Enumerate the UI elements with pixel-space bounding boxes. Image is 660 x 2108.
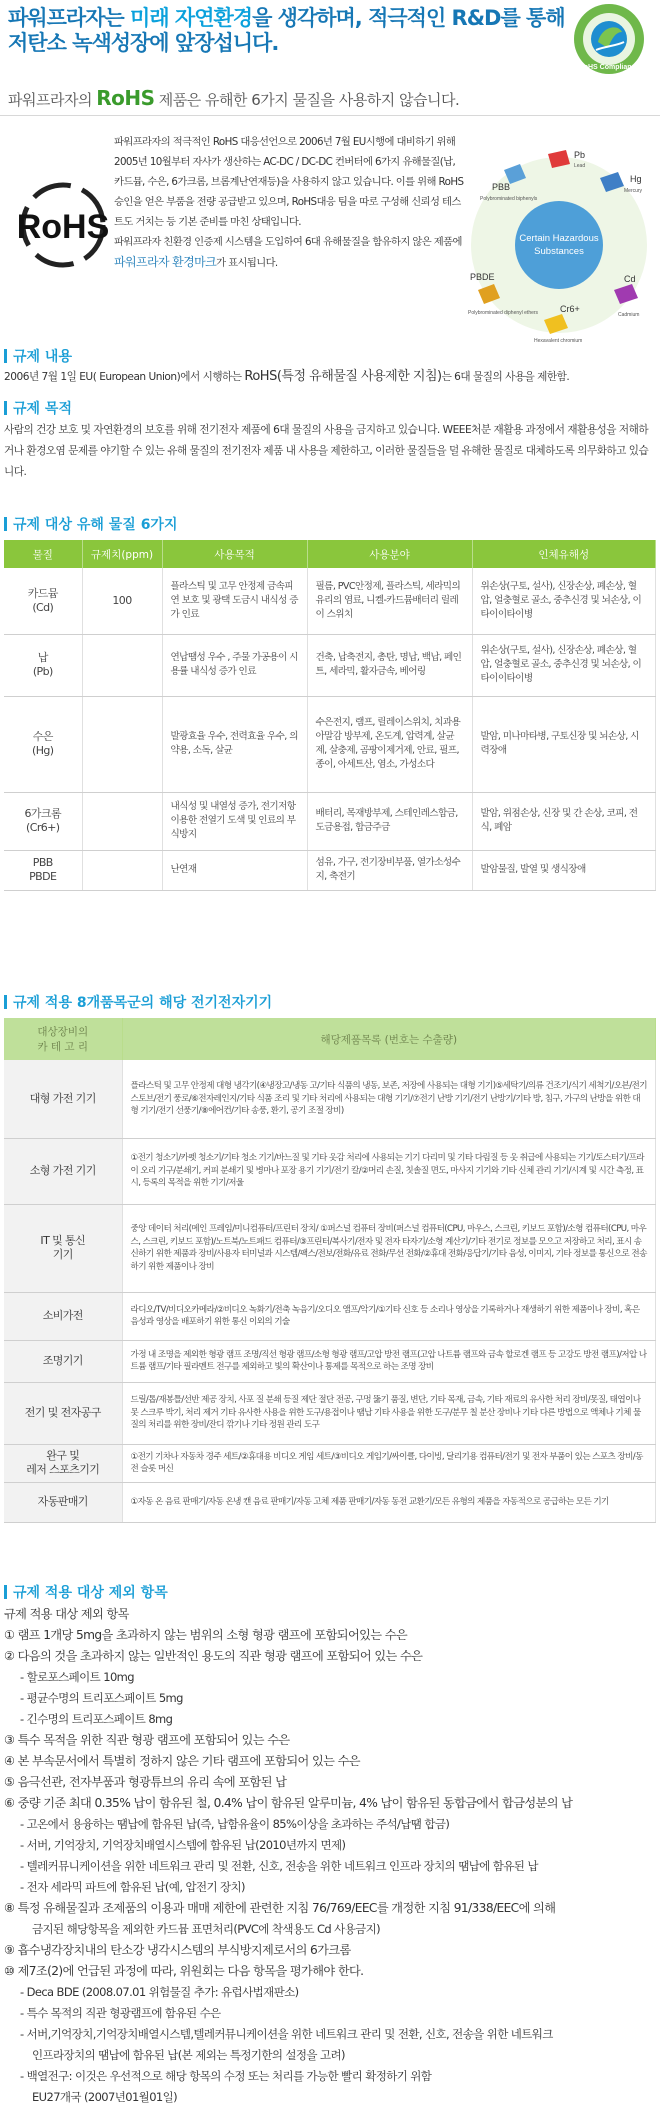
product-list-cell: 드릴/톱/재봉틀/선반 제공 장치, 사포 질 분쇄 등질 제단 절단 전공, 구멍 뚫기 품질, 변단, 기타 목재, 금속, 기타 재료의 유사한 처리 장비/못질, 태엽이나 못 스크루 박기, 처리 제거 기타 유사한 사용을 위한 도구/용접이나 땜납 기타 사용을 위한 도구/분무 칠 분산 장비나 기타 다른 방법으로 액체나 기체 물질의 처리를 위한 장비/잔디 깎기나 기타 정원 관리 도구 [122, 1382, 656, 1444]
table-row [4, 1382, 656, 1444]
diagram-cr-sub: Hexavalent chromium [534, 338, 583, 344]
exemption-item: 인프라장치의 땜납에 함유된 납(본 제외는 특정기한의 설정을 고려) [32, 2048, 345, 2062]
exemption-item: EU27개국 (2007년01월01일) [32, 2090, 178, 2104]
section-title-substances [4, 514, 177, 534]
rohs-compliance-badge-icon [572, 2, 646, 76]
substance-cell: 수은 (Hg) [4, 696, 82, 792]
exemption-item: - Deca BDE (2008.07.01 위험물질 추가: 유럽사법재판소) [20, 1985, 299, 1999]
purpose-text: 사람의 건강 보호 및 자연환경의 보호를 위해 전기전자 제품에 6대 물질의 사용을 금지하고 있습니다. WEEE처분 재활용 과정에서 재활용성을 저해하거나 환경오염 문제를 야기할 수 있는 유해 물질의 전기전자 제품 내 사용을 제한하고, 이러한 물질들을 덜 유해한 물질로 대체하도록 의무화하고 있습니다. [4, 424, 649, 478]
column-header: 물질 [4, 540, 82, 568]
health-hazard-cell: 위손상(구토, 설사), 신장손상, 폐손상, 혈압, 얼충혈로 골소, 중추신경 및 뇌손상, 이타이이타이병 [472, 634, 656, 696]
exemption-list [4, 1604, 656, 2108]
rohs-text: 제품은 유해한 6가지 물질을 사용하지 않습니다. [154, 91, 460, 109]
usage-field-cell: 건축, 납축전지, 총탄, 명납, 백납, 페인트, 세라믹, 활자금속, 베어링 [307, 634, 472, 696]
section-title-text: 규제 대상 유해 물질 6가지 [13, 517, 178, 533]
exemption-item: ⑨ 흡수냉각장치내의 탄소강 냉각시스템의 부식방지제로서의 6가크롬 [4, 1943, 351, 1957]
exemption-item: - 고온에서 용융하는 땜납에 함유된 납(즉, 납함유율이 85%이상을 초과하는 주석/납땜 합금) [20, 1817, 450, 1831]
diagram-cr: Cr6+ [560, 304, 580, 314]
exemption-item: - 전자 세라믹 파트에 함유된 납(예, 압전기 장치) [20, 1880, 245, 1894]
intro-text-part: 가 표시됩니다. [216, 257, 278, 269]
exemption-item: - 특수 목적의 직관 형광램프에 함유된 수은 [20, 2006, 221, 2020]
hero-heading [8, 6, 568, 56]
rohs-subtitle [8, 86, 459, 110]
diagram-hg-sub: Mercury [624, 188, 643, 194]
section-title-purpose [4, 398, 72, 418]
purpose-cell: 플라스틱 및 고무 안정제 금속피연 보호 및 광택 도금시 내식성 증가 인료 [162, 568, 307, 634]
exemption-item: 금지된 해당항목을 제외한 카드뮴 표면처리(PVC에 착색용도 Cd 사용금지) [32, 1922, 381, 1936]
product-list-cell: 중앙 데이터 처리(메인 프레임/미니컴퓨터/프린터 장치/ ①퍼스널 컴퓨터 장비(퍼스널 컴퓨터(CPU, 마우스, 스크린, 키보드 포함)/소형 컴퓨터(CPU, 마우스, 스크린, 키보드 포함)/노트북/노트패드 컴퓨터/③프린터/복사기/전자 및 전자 타자기/소형 계산기/기타 전기로 정보를 모으고 저장하고 처리, 표시 송신하기 위한 제품과 장비/사용자 터미널과 시스템/팩스/전보/전화/유료 전화/무선 전화/②휴대 전화/응답기/기타 음성, 이미지, 기타 정보를 통신으로 전송하기 위한 제품이나 장비 [122, 1204, 656, 1292]
product-list-cell: 가정 내 조명을 제외한 형광 램프 조명/직선 형광 램프/소형 형광 램프/고압 방전 램프(고압 나트륨 램프와 금속 할로겐 램프 등 고강도 방전 램프)/저압 나트륨 램프/기타 필라멘트 전구를 제외하고 빛의 확산이나 통제를 목적으로 하는 조명 장비 [122, 1340, 656, 1382]
substances-table [4, 540, 656, 891]
purpose-cell: 발광효율 우수, 전력효율 우수, 의약용, 소독, 살균 [162, 696, 307, 792]
title-bar-icon [4, 349, 7, 363]
substance-cell: PBB PBDE [4, 850, 82, 890]
column-header: 사용분야 [307, 540, 472, 568]
diagram-center-line-2: Substances [534, 246, 584, 257]
intro-text-part: 파워프라자 친환경 인증제 시스템을 도입하여 6대 유해물질을 함유하지 않은 제품에 [114, 236, 462, 248]
diagram-pb-sub: Lead [574, 163, 586, 169]
substance-cell: 6가크롬 (Cr6+) [4, 792, 82, 850]
badge-caption: RoHS Compliance [578, 64, 640, 71]
column-header: 대상장비의 카 테 고 리 [4, 1018, 122, 1060]
table-header-row [4, 1018, 656, 1060]
category-cell: 자동판매기 [4, 1482, 122, 1522]
category-cell: 소비가전 [4, 1292, 122, 1340]
device-categories-table [4, 1018, 656, 1523]
exemption-item: - 서버,기억장치,기억장치배열시스템,텔레커뮤니케이션을 위한 네트워크 관리 및 전환, 신호, 전송을 위한 네트워크 [20, 2027, 553, 2041]
exemption-item: ⑥ 중량 기준 최대 0.35% 납이 함유된 철, 0.4% 납이 함유된 알루미늄, 4% 납이 함유된 동합금에서 합금성분의 납 [4, 1796, 573, 1810]
intro-text [114, 132, 464, 273]
diagram-hg: Hg [630, 174, 642, 184]
table-row [4, 568, 656, 634]
exemption-item: - 평균수명의 트리포스페이트 5mg [20, 1691, 183, 1705]
table-row [4, 850, 656, 890]
table-row [4, 1482, 656, 1522]
health-hazard-cell: 발암물질, 발열 및 생식장애 [472, 850, 656, 890]
hero-text: 을 생각하며, 적극적인 R&D를 통해 [252, 6, 565, 30]
column-header: 규제치(ppm) [82, 540, 162, 568]
exemption-item: ⑧ 특정 유해물질과 조제품의 이용과 매매 제한에 관련한 지침 76/769/EEC를 개정한 지침 91/338/EEC에 의해 [4, 1901, 556, 1915]
exemption-item: ③ 특수 목적을 위한 직관 형광 램프에 포함되어 있는 수은 [4, 1733, 290, 1747]
exemption-item: - 할로포스페이트 10mg [20, 1670, 134, 1684]
substance-cell: 납 (Pb) [4, 634, 82, 696]
exemption-item: ④ 본 부속문서에서 특별히 정하지 않은 기타 램프에 포함되어 있는 수은 [4, 1754, 360, 1768]
column-header: 사용목적 [162, 540, 307, 568]
intro-paragraph-2 [114, 232, 464, 273]
intro-paragraph-1: 파워프라자의 적극적인 RoHS 대응선언으로 2006년 7월 EU시행에 대비하기 위해 2005년 10월부터 자사가 생산하는 AC-DC / DC-DC 컨버터에 6가지 유해물질(납, 카드뮴, 수은, 6가크롬, 브롬계난연재등)을 사용하지 않고 있습니다. 이를 위해 RoHS승인을 얻은 부품을 전량 공급받고 있으며, RoHS대응 팀을 따로 구성해 신뢰성 테스트도 거치는 등 기본 준비를 마친 상태입니다. [114, 136, 464, 228]
rohs-logo-text: RoHS [16, 208, 110, 246]
diagram-pbde-sub: Polybrominated diphenyl ethers [468, 310, 539, 316]
divider [0, 115, 660, 116]
purpose-cell: 내식성 및 내열성 증가, 전기저항 이용한 전열기 도색 및 인료의 부식방지 [162, 792, 307, 850]
exemption-item: - 텔레커뮤니케이션을 위한 네트워크 관리 및 전환, 신호, 전송을 위한 네트워크 인프라 장치의 땜납에 함유된 납 [20, 1859, 538, 1873]
category-cell: 조명기기 [4, 1340, 122, 1382]
limit-ppm-cell [82, 792, 162, 850]
table-row [4, 792, 656, 850]
column-header: 해당제품목록 (번호는 수출량) [122, 1018, 656, 1060]
hero-highlight: 미래 자연환경 [130, 6, 253, 30]
rohs-text: 파워프라자의 [8, 91, 97, 109]
product-list-cell: ①자동 온 음료 판매기/자동 온냉 캔 음료 판매기/자동 고체 제품 판매기/자동 동전 교환기/모든 유형의 제품을 자동적으로 공급하는 모든 기기 [122, 1482, 656, 1522]
category-cell: 완구 및 레저 스포츠기기 [4, 1444, 122, 1482]
title-bar-icon [4, 1585, 7, 1599]
exemption-item: ② 다음의 것을 초과하지 않는 일반적인 용도의 직관 형광 램프에 포함되어 있는 수은 [4, 1649, 423, 1663]
section-title-text: 규제 목적 [13, 401, 72, 417]
hero-line-2: 저탄소 녹색성장에 앞장섭니다. [8, 31, 279, 55]
product-list-cell: ①전기 기차나 자동차 경주 세트/②휴대용 비디오 게임 세트/③비디오 게임기/싸이클, 다이빙, 달리기용 컴퓨터/전기 및 전자 부품이 있는 스포츠 장비/동전 슬롯 머신 [122, 1444, 656, 1482]
table-header-row [4, 540, 656, 568]
diagram-pb: Pb [574, 150, 586, 160]
table-row [4, 1444, 656, 1482]
health-hazard-cell: 발암, 위점손상, 신장 및 간 손상, 코피, 전식, 폐암 [472, 792, 656, 850]
table-row [4, 1292, 656, 1340]
regulation-text-part: 2006년 7월 1일 EU( European Union)에서 시행하는 [4, 371, 245, 383]
title-bar-icon [4, 401, 7, 415]
exemption-item: - 긴수명의 트리포스페이트 8mg [20, 1712, 173, 1726]
regulation-text-part: 는 6대 물질의 사용을 제한함. [441, 371, 570, 383]
section-title-text: 규제 내용 [13, 349, 72, 365]
hero-line-1 [8, 6, 568, 31]
rohs-logo-icon [4, 180, 122, 270]
usage-field-cell: 배터리, 목재방부제, 스테인레스합금, 도금용접, 합금주금 [307, 792, 472, 850]
exemption-item: ① 램프 1개당 5mg을 초과하지 않는 범위의 소형 형광 램프에 포함되어있는 수은 [4, 1628, 408, 1642]
hero-text: 파워프라자는 [8, 6, 131, 30]
regulation-text [4, 366, 656, 388]
limit-ppm-cell [82, 850, 162, 890]
category-cell: 전기 및 전자공구 [4, 1382, 122, 1444]
table-row [4, 1060, 656, 1138]
section-title-regulation [4, 346, 72, 366]
section-title-text: 규제 적용 8개품목군의 해당 전기전자기기 [13, 995, 273, 1011]
rohs-keyword: RoHS [96, 86, 155, 110]
exemption-item: - 서버, 기억장치, 기억장치배열시스템에 함유된 납(2010년까지 면제) [20, 1838, 346, 1852]
title-bar-icon [4, 995, 7, 1009]
diagram-center-line-1: Certain Hazardous [519, 233, 599, 244]
section-title-exemptions [4, 1582, 168, 1602]
exemption-item: ⑤ 음극선관, 전자부품과 형광튜브의 유리 속에 포함된 납 [4, 1775, 287, 1789]
section-title-text: 규제 적용 대상 제외 항목 [13, 1585, 168, 1601]
hazardous-substances-diagram [464, 140, 654, 350]
limit-ppm-cell [82, 634, 162, 696]
table-row [4, 1340, 656, 1382]
table-row [4, 1204, 656, 1292]
limit-ppm-cell [82, 696, 162, 792]
product-list-cell: 라디오/TV/비디오카메라/②비디오 녹화기/전축 녹음기/오디오 앰프/악기/①기타 신호 등 소리나 영상을 기록하거나 재생하기 위한 제품이나 장비, 혹은 음성과 영상을 배포하기 위한 통신 이외의 기술 [122, 1292, 656, 1340]
diagram-cd-sub: Cadmium [618, 312, 640, 318]
usage-field-cell: 섬유, 가구, 전기장비부품, 열가소성수지, 축전기 [307, 850, 472, 890]
eco-mark-label: 파워프라자 환경마크 [114, 255, 217, 269]
category-cell: IT 및 통신 기기 [4, 1204, 122, 1292]
exemption-item: - 백열전구: 이것은 우선적으로 해당 항목의 수정 또는 처리를 가능한 빨리 확정하기 위함 [20, 2069, 432, 2083]
diagram-pbde: PBDE [470, 272, 495, 282]
table-row [4, 696, 656, 792]
product-list-cell: 플라스틱 및 고무 안정제 대형 냉각기(④냉장고/냉동 고/기타 식품의 냉동, 보존, 저장에 사용되는 대형 기기)⑤세탁기/의류 건조기/식기 세척기/오븐/전기 스토브/전기 풍로/⑥전자레인지/기타 식품 조리 및 기타 처리에 사용되는 대형 기기/⑦전기 난방 기기/전기 난방기/기타 방, 침구, 가구의 난방을 위한 대형 기기/전기 선풍기/⑧에어컨/기타 송풍, 환기, 공기 조절 장비) [122, 1060, 656, 1138]
table-row [4, 1138, 656, 1204]
exemption-item: ⑩ 제7조(2)에 언급된 과정에 따라, 위원회는 다음 항목을 평가해야 한다. [4, 1964, 364, 1978]
category-cell: 대형 가전 기기 [4, 1060, 122, 1138]
category-cell: 소형 가전 기기 [4, 1138, 122, 1204]
diagram-pbb-sub: Polybrominated biphenyls [480, 196, 538, 202]
health-hazard-cell: 발암, 미나마타병, 구토신장 및 뇌손상, 시력장애 [472, 696, 656, 792]
regulation-rohs-name: RoHS(특정 유해물질 사용제한 지침) [244, 369, 442, 384]
column-header: 인체유해성 [472, 540, 656, 568]
substance-cell: 카드뮴 (Cd) [4, 568, 82, 634]
limit-ppm-cell: 100 [82, 568, 162, 634]
title-bar-icon [4, 517, 7, 531]
section-title-device-categories [4, 992, 272, 1012]
purpose-cell: 연납땜성 우수 , 주물 가공용이 시용률 내식성 증가 인료 [162, 634, 307, 696]
table-row [4, 634, 656, 696]
usage-field-cell: 필름, PVC안정제, 플라스틱, 세라믹의 유리의 염료, 니켈-카드뮴배터리 릴레이 스위치 [307, 568, 472, 634]
diagram-pbb: PBB [492, 182, 511, 192]
usage-field-cell: 수은전지, 램프, 릴레이스위치, 치과용 아말감 방부제, 온도계, 압력계, 살균제, 살충제, 곰팡이제거제, 안료, 필프, 종이, 아세트산, 염소, 가성소다 [307, 696, 472, 792]
purpose-cell: 난연재 [162, 850, 307, 890]
health-hazard-cell: 위손상(구토, 설사), 신장손상, 폐손상, 혈압, 얼충혈로 골소, 중추신경 및 뇌손상, 이타이이타이병 [472, 568, 656, 634]
product-list-cell: ①전기 청소기/카펫 청소기/기타 청소 기기/바느질 및 기타 옷감 처리에 사용되는 기기 다리미 및 기타 다림질 등 옷 취급에 사용되는 기기/토스터기/프라이 오리 기구/분쇄기, 커피 분쇄기 및 병마나 포장 용기 기기/전기 칼/②머리 손질, 칫솔질 면도, 마사지 기기와 기타 신체 관리 기기/시계 및 시간 측정, 표시, 등록의 목적을 위한 기기/저울 [122, 1138, 656, 1204]
exemption-item: 규제 적용 대상 제외 항목 [4, 1607, 129, 1621]
diagram-cd: Cd [624, 274, 636, 284]
